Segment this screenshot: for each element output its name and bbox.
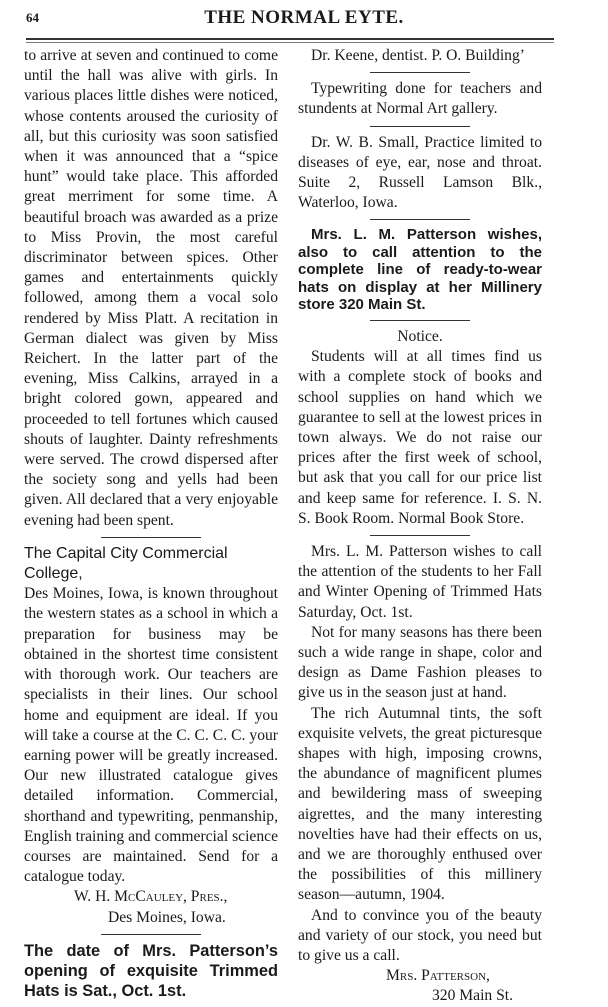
college-ad-signature-place: Des Moines, Iowa.	[108, 908, 226, 926]
dr-small-ad: Dr. W. B. Small, Practice limited to diseases of eye, ear, nose and throat. Suite 2, Russell Lamson Blk., Waterloo, Iowa.	[298, 133, 542, 212]
patterson-opening-section	[298, 542, 542, 1007]
patterson-signature-name: Mrs. Patterson,	[386, 967, 490, 985]
patterson-date-ad: The date of Mrs. Patterson’s opening of exquisite Trimmed Hats is Sat., Oct. 1st.	[24, 941, 278, 1000]
left-column	[24, 46, 278, 1001]
divider-rule	[101, 934, 201, 935]
right-column	[298, 46, 542, 1007]
dentist-ad: Dr. Keene, dentist. P. O. Building’	[311, 47, 525, 64]
patterson-opening-paragraph: Not for many seasons has there been such a wide range in shape, color and design as Dame Fashion pleases to give us in the season just at hand.	[298, 623, 542, 702]
notice-title: Notice.	[397, 327, 443, 345]
divider-rule	[370, 72, 470, 73]
patterson-hats-ad: Mrs. L. M. Patterson wishes, also to call attention to the complete line of ready-to-wear hats on display at her Millinery store 320 Main St.	[298, 226, 542, 314]
patterson-signature-address: 320 Main St.	[432, 987, 514, 1005]
patterson-opening-paragraph: Mrs. L. M. Patterson wishes to call the attention of the students to her Fall and Winter Opening of Trimmed Hats Saturday, Oct. 1st.	[298, 542, 542, 621]
notice-body: Students will at all times find us with a complete stock of books and school supplies on hand which we guarantee to sell at the lowest prices in town always. We do not raise our prices after the first week of school, but ask that you call for our price list and keep same for reference. I. S. N. S. Book Room. Normal Book Store.	[298, 348, 542, 527]
masthead-title: THE NORMAL EYTE.	[204, 7, 404, 28]
header-rule	[26, 38, 554, 40]
divider-rule	[370, 535, 470, 536]
college-ad-signature-name: W. H. McCauley, Pres.,	[74, 888, 228, 906]
page-number: 64	[26, 10, 39, 25]
social-article-continuation: to arrive at seven and continued to come until the hall was alive with girls. In various places little dishes were noticed, whose contents aroused the curiosity of all, but this curiosity was soon satisfied when it was announced that a “spice hunt” would take place. This afforded great merriment for some time. A beautiful broach was awarded as a prize to Miss Provin, the most careful discriminator between spices. Other games and entertainments quickly followed, among them a vocal solo rendered by Miss Platt. A recitation in German dialect was given by Miss Reichert. In the latter part of the evening, Miss Calkins, arrayed in a bright colored gown, appeared and proceeded to tell fortunes which caused shouts of laughter. Dainty refreshments were served. The crowd dispersed after the society song and yells had been given. All declared that a very enjoyable evening had been spent.	[24, 47, 278, 529]
college-ad-body: Des Moines, Iowa, is known throughout the western states as a school in which a preparation for business may be obtained in the shortest time consistent with thorough work. Our teachers are specialists in their lines. Our school home and equipment are ideal. If you will take a course at the C. C. C. C. your earning power will be greatly increased. Our new illustrated catalogue gives detailed information. Commercial, shorthand and typewriting, penmanship, English training and commercial science courses are maintained. Send for a catalogue today.	[24, 585, 278, 886]
patterson-opening-paragraph: And to convince you of the beauty and variety of our stock, you need but to give us a call.	[298, 906, 542, 965]
college-ad	[24, 544, 278, 928]
divider-rule	[370, 219, 470, 220]
typewriting-ad: Typewriting done for teachers and stundents at Normal Art gallery.	[298, 80, 542, 118]
divider-rule	[101, 537, 201, 538]
divider-rule	[370, 320, 470, 321]
header-rule-thin	[26, 42, 554, 43]
notice-section	[298, 327, 542, 529]
college-ad-title: The Capital City Commercial College,	[24, 544, 228, 583]
patterson-opening-paragraph: The rich Autumnal tints, the soft exquisite velvets, the great picturesque shapes with high, imposing crowns, the abundance of magnificent plumes and bewildering mass of sweeping aigrettes, and the many interesting novelties have had their effects on us, and we are thoroughly enthused over the possibilities of this millinery season—autumn, 1904.	[298, 704, 542, 904]
divider-rule	[370, 126, 470, 127]
